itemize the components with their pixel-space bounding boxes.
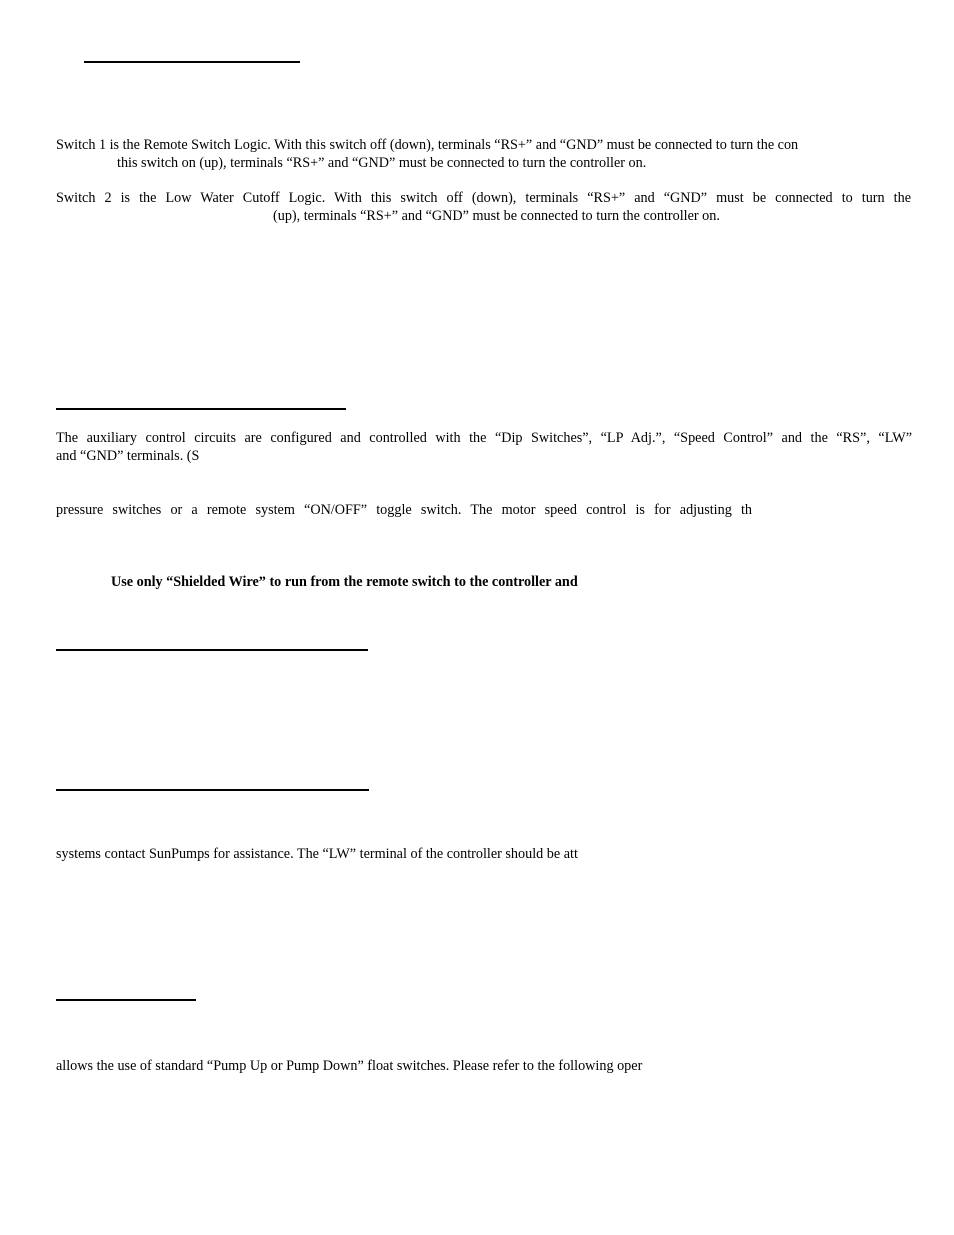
switch1-text-line-2: this switch on (up), terminals “RS+” and “GND” must be connected to turn the controller on. [117,155,647,171]
heading-underline-1 [84,61,300,63]
heading-underline-2 [56,408,346,410]
heading-underline-5 [56,999,196,1001]
pressure-text-line: pressure switches or a remote system “ON/OFF” toggle switch. The motor speed control is for adjusting th [56,502,752,518]
heading-underline-4 [56,789,369,791]
aux-text-line-1: The auxiliary control circuits are configured and controlled with the “Dip Switches”, “LP Adj.”, “Speed Control” and the “RS”, “LW” [56,430,912,446]
float-switch-text-line: allows the use of standard “Pump Up or Pump Down” float switches. Please refer to the following oper [56,1058,643,1074]
shielded-wire-warning: Use only “Shielded Wire” to run from the remote switch to the controller and [111,574,578,590]
switch2-text-line-2: (up), terminals “RS+” and “GND” must be connected to turn the controller on. [273,208,720,224]
aux-text-line-2: and “GND” terminals. (S [56,448,200,464]
heading-underline-3 [56,649,368,651]
systems-text-line: systems contact SunPumps for assistance. The “LW” terminal of the controller should be att [56,846,578,862]
switch1-text-line-1: Switch 1 is the Remote Switch Logic. With this switch off (down), terminals “RS+” and “GND” must be connected to turn the con [56,137,799,153]
switch2-text-line-1: Switch 2 is the Low Water Cutoff Logic. With this switch off (down), terminals “RS+” and “GND” must be connected to turn the [56,190,911,206]
